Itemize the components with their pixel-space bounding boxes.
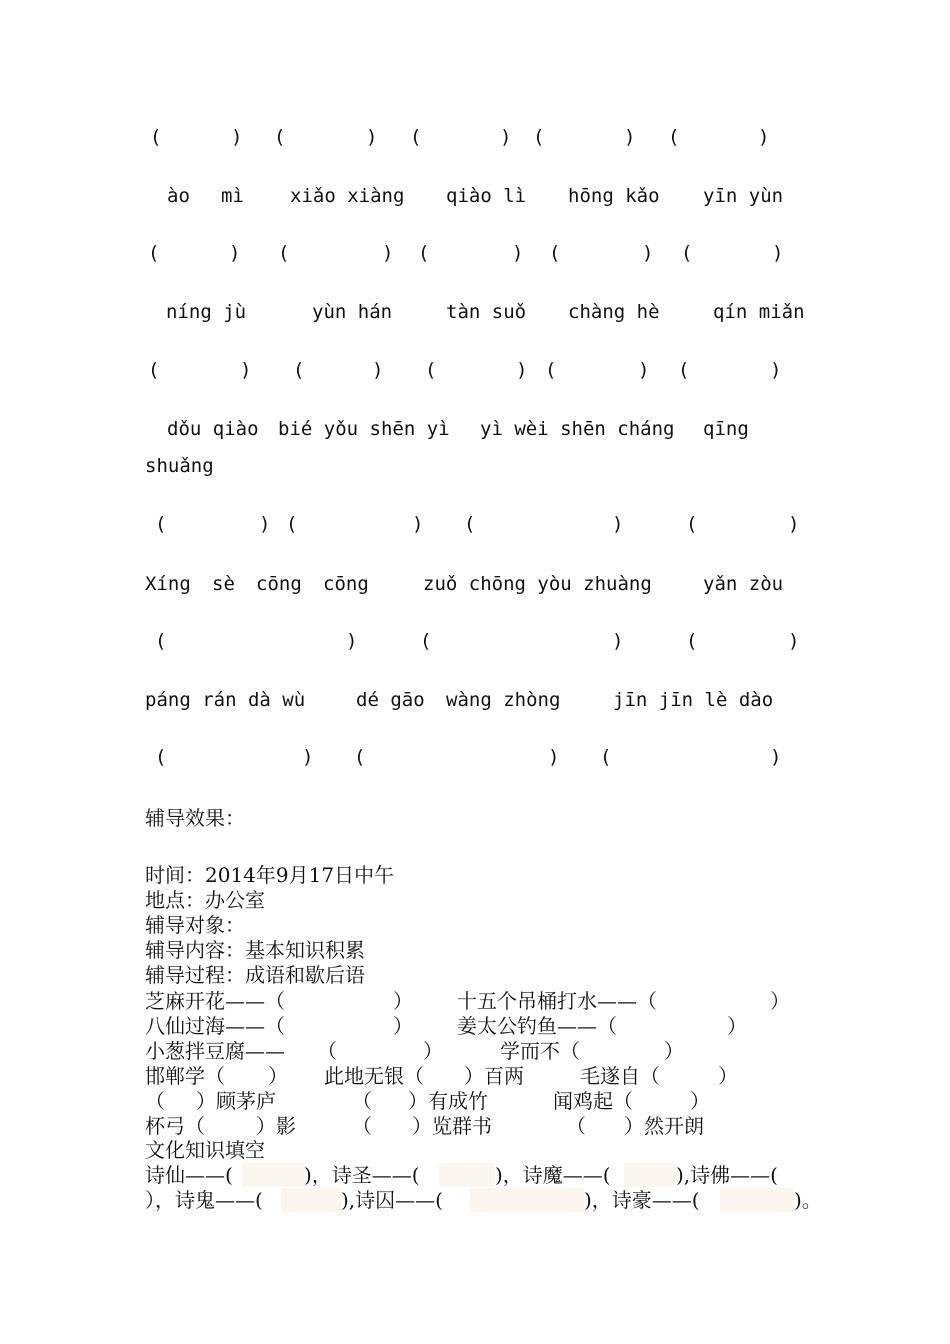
idiom-item: ）顾茅庐 bbox=[196, 1089, 276, 1113]
bracket-row bbox=[0, 124, 950, 154]
pinyin-word: qiào lì bbox=[446, 185, 527, 207]
pinyin-word: dé gāo bbox=[356, 689, 425, 711]
open-bracket: ( bbox=[150, 126, 162, 148]
culture-row bbox=[0, 1187, 950, 1217]
bracket-row bbox=[0, 357, 950, 387]
close-bracket: ) bbox=[229, 242, 241, 264]
record-target: 辅导对象： bbox=[145, 913, 245, 937]
pinyin-row bbox=[0, 687, 950, 717]
idiom-item: ） bbox=[690, 1089, 710, 1113]
pinyin-word: ào bbox=[167, 185, 190, 207]
idiom-item: ） bbox=[718, 1064, 738, 1088]
pinyin-word: qīng bbox=[703, 418, 749, 440]
idiom-item: ）然开朗 bbox=[624, 1114, 704, 1138]
open-bracket: ( bbox=[155, 746, 167, 768]
idiom-item: ） bbox=[770, 989, 790, 1013]
open-bracket: ( bbox=[425, 359, 437, 381]
open-bracket: ( bbox=[533, 126, 545, 148]
open-bracket: ( bbox=[418, 242, 430, 264]
open-bracket: ( bbox=[155, 513, 167, 535]
pinyin-word: yīn yùn bbox=[703, 185, 784, 207]
answer-blank[interactable] bbox=[470, 1188, 584, 1212]
bracket-row bbox=[0, 628, 950, 658]
close-bracket: ) bbox=[788, 630, 800, 652]
idiom-item: 此地无银（ bbox=[324, 1064, 424, 1088]
idiom-item: （ bbox=[145, 1089, 165, 1113]
close-bracket: ) bbox=[366, 126, 378, 148]
close-bracket: ) bbox=[548, 746, 560, 768]
bracket-row bbox=[0, 511, 950, 541]
pinyin-word: hōng kǎo bbox=[568, 185, 660, 207]
close-bracket: ) bbox=[372, 359, 384, 381]
close-bracket: ) bbox=[302, 746, 314, 768]
idiom-item: ）有成竹 bbox=[408, 1089, 488, 1113]
open-bracket: ( bbox=[420, 630, 432, 652]
idiom-item: 毛遂自（ bbox=[580, 1064, 660, 1088]
open-bracket: ( bbox=[155, 630, 167, 652]
idiom-item: ）览群书 bbox=[412, 1114, 492, 1138]
effect-label: 辅导效果： bbox=[145, 806, 245, 830]
open-bracket: ( bbox=[678, 359, 690, 381]
pinyin-word: wàng zhòng bbox=[446, 689, 561, 711]
open-bracket: ( bbox=[668, 126, 680, 148]
pinyin-word: jīn jīn lè dào bbox=[613, 689, 774, 711]
close-bracket: ) bbox=[500, 126, 512, 148]
idiom-item: 十五个吊桶打水——（ bbox=[457, 989, 657, 1013]
idiom-row bbox=[0, 1113, 950, 1143]
pinyin-word: chàng hè bbox=[568, 301, 660, 323]
record-time: 时间：2014年9月17日中午 bbox=[145, 863, 395, 887]
open-bracket: ( bbox=[410, 126, 422, 148]
pinyin-word: Xíng bbox=[145, 573, 191, 595]
culture-item: ),诗佛——( bbox=[676, 1163, 778, 1187]
close-bracket: ) bbox=[231, 126, 243, 148]
open-bracket: ( bbox=[681, 242, 693, 264]
answer-blank[interactable] bbox=[242, 1163, 304, 1187]
pinyin-word: shuǎng bbox=[145, 455, 214, 477]
idiom-item: ） bbox=[664, 1039, 684, 1063]
record-place: 地点：办公室 bbox=[145, 888, 265, 912]
idiom-item: ）百两 bbox=[464, 1064, 524, 1088]
pinyin-word: dǒu qiào bbox=[167, 418, 259, 440]
close-bracket: ) bbox=[770, 746, 782, 768]
pinyin-word: mì bbox=[221, 185, 244, 207]
close-bracket: ) bbox=[770, 359, 782, 381]
culture-item: )，诗圣——( bbox=[304, 1163, 420, 1187]
close-bracket: ) bbox=[772, 242, 784, 264]
idiom-item: 闻鸡起（ bbox=[553, 1089, 633, 1113]
answer-blank[interactable] bbox=[281, 1188, 341, 1212]
idiom-item: （ bbox=[317, 1039, 337, 1063]
pinyin-word: bié yǒu shēn yì bbox=[278, 418, 450, 440]
pinyin-word: sè bbox=[212, 573, 235, 595]
culture-item: 诗仙——( bbox=[145, 1163, 233, 1187]
answer-blank[interactable] bbox=[439, 1163, 495, 1187]
idiom-item: ） bbox=[393, 1014, 413, 1038]
culture-item: ),诗囚——( bbox=[341, 1188, 443, 1212]
bracket-row bbox=[0, 744, 950, 774]
pinyin-word: yì wèi shēn cháng bbox=[480, 418, 675, 440]
open-bracket: ( bbox=[278, 242, 290, 264]
open-bracket: ( bbox=[293, 359, 305, 381]
idiom-item: ） bbox=[268, 1064, 288, 1088]
pinyin-word: xiǎo xiàng bbox=[290, 185, 405, 207]
open-bracket: ( bbox=[464, 513, 476, 535]
close-bracket: ) bbox=[516, 359, 528, 381]
idiom-item: （ bbox=[352, 1114, 372, 1138]
culture-item: )。 bbox=[794, 1188, 822, 1212]
pinyin-word: páng rán dà wù bbox=[145, 689, 306, 711]
open-bracket: ( bbox=[545, 359, 557, 381]
pinyin-word: yùn hán bbox=[312, 301, 393, 323]
close-bracket: ) bbox=[638, 359, 650, 381]
pinyin-word: yǎn zòu bbox=[703, 573, 784, 595]
bracket-row bbox=[0, 240, 950, 270]
culture-item: )，诗豪——( bbox=[584, 1188, 700, 1212]
close-bracket: ) bbox=[382, 242, 394, 264]
open-bracket: ( bbox=[148, 359, 160, 381]
pinyin-word: zuǒ chōng yòu zhuàng bbox=[423, 573, 652, 595]
idiom-item: 邯郸学（ bbox=[145, 1064, 225, 1088]
record-process: 辅导过程：成语和歇后语 bbox=[145, 963, 365, 987]
answer-blank[interactable] bbox=[720, 1188, 794, 1212]
pinyin-word: cōng bbox=[256, 573, 302, 595]
close-bracket: ) bbox=[642, 242, 654, 264]
close-bracket: ) bbox=[788, 513, 800, 535]
open-bracket: ( bbox=[549, 242, 561, 264]
open-bracket: ( bbox=[354, 746, 366, 768]
idiom-item: 小葱拌豆腐—— bbox=[145, 1039, 285, 1063]
idiom-item: （ bbox=[566, 1114, 586, 1138]
idiom-item: ） bbox=[727, 1014, 747, 1038]
close-bracket: ) bbox=[412, 513, 424, 535]
open-bracket: ( bbox=[286, 513, 298, 535]
pinyin-row bbox=[0, 416, 950, 477]
idiom-item: 八仙过海——（ bbox=[145, 1014, 285, 1038]
idiom-item: 姜太公钓鱼——（ bbox=[457, 1014, 617, 1038]
close-bracket: ) bbox=[612, 630, 624, 652]
idiom-item: 杯弓（ bbox=[145, 1114, 205, 1138]
idiom-item: ）影 bbox=[256, 1114, 296, 1138]
close-bracket: ) bbox=[346, 630, 358, 652]
record-content: 辅导内容：基本知识积累 bbox=[145, 938, 365, 962]
pinyin-word: cōng bbox=[323, 573, 369, 595]
open-bracket: ( bbox=[148, 242, 160, 264]
open-bracket: ( bbox=[274, 126, 286, 148]
pinyin-word: qín miǎn bbox=[713, 301, 805, 323]
pinyin-row bbox=[0, 183, 950, 213]
answer-blank[interactable] bbox=[624, 1163, 676, 1187]
pinyin-row bbox=[0, 299, 950, 329]
idiom-item: （ bbox=[352, 1089, 372, 1113]
close-bracket: ) bbox=[240, 359, 252, 381]
open-bracket: ( bbox=[600, 746, 612, 768]
idiom-item: ） bbox=[423, 1039, 443, 1063]
pinyin-word: níng jù bbox=[166, 301, 247, 323]
pinyin-row bbox=[0, 571, 950, 601]
open-bracket: ( bbox=[686, 513, 698, 535]
culture-title: 文化知识填空 bbox=[145, 1138, 265, 1162]
culture-item: )，诗魔——( bbox=[495, 1163, 611, 1187]
idiom-item: 学而不（ bbox=[500, 1039, 580, 1063]
idiom-item: ） bbox=[393, 989, 413, 1013]
close-bracket: ) bbox=[624, 126, 636, 148]
close-bracket: ) bbox=[612, 513, 624, 535]
pinyin-word: tàn suǒ bbox=[446, 301, 527, 323]
culture-item: ），诗鬼——( bbox=[145, 1188, 263, 1212]
close-bracket: ) bbox=[758, 126, 770, 148]
open-bracket: ( bbox=[686, 630, 698, 652]
idiom-item: 芝麻开花——（ bbox=[145, 989, 285, 1013]
close-bracket: ) bbox=[259, 513, 271, 535]
close-bracket: ) bbox=[512, 242, 524, 264]
